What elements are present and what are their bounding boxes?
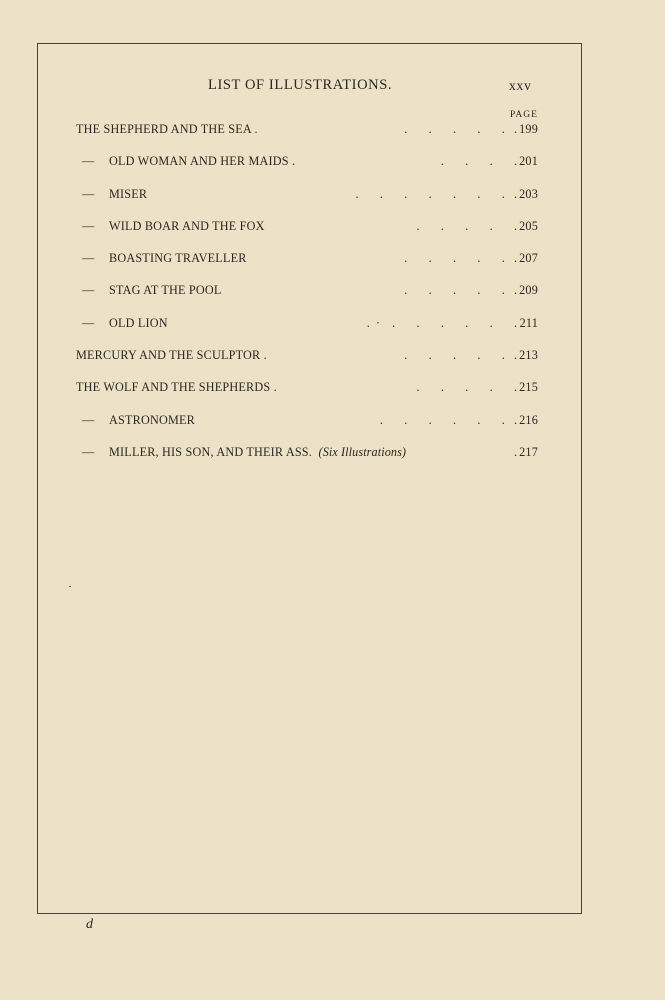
dot-leaders: . . . . . . . . bbox=[355, 186, 517, 201]
entry-title: OLD LION bbox=[109, 315, 168, 330]
list-item bbox=[76, 122, 541, 154]
list-item bbox=[76, 283, 541, 315]
entry-page: 199 bbox=[519, 122, 538, 136]
entry-page: 213 bbox=[519, 348, 538, 363]
entry-page: 201 bbox=[519, 154, 538, 169]
ditto-dash: — bbox=[82, 412, 95, 427]
print-speck bbox=[69, 586, 71, 587]
ditto-dash: — bbox=[82, 315, 95, 330]
entry-page: 203 bbox=[519, 186, 538, 201]
entry-title: MISER bbox=[109, 186, 148, 201]
list-item bbox=[76, 251, 541, 283]
list-item bbox=[76, 316, 541, 348]
ditto-dash: — bbox=[82, 444, 95, 459]
list-item bbox=[76, 219, 541, 251]
entry-title: THE SHEPHERD AND THE SEA . bbox=[76, 122, 258, 136]
entry-title: BOASTING TRAVELLER bbox=[109, 251, 247, 266]
entry-title: MERCURY AND THE SCULPTOR . bbox=[76, 348, 267, 363]
entry-title: ASTRONOMER bbox=[109, 412, 195, 427]
dot-leaders: . . . . . . bbox=[404, 122, 517, 136]
ditto-dash: — bbox=[82, 154, 95, 169]
entry-note: (Six Illustrations) bbox=[318, 444, 407, 459]
dot-leaders: . . . . . bbox=[416, 218, 517, 233]
entry-page: 205 bbox=[519, 218, 538, 233]
list-item bbox=[76, 154, 541, 186]
ditto-dash: — bbox=[82, 283, 95, 298]
entry-page: 217 bbox=[519, 444, 538, 459]
page-number: xxv bbox=[509, 78, 532, 93]
entry-title: STAG AT THE POOL bbox=[109, 283, 222, 298]
entry-title: THE WOLF AND THE SHEPHERDS . bbox=[76, 380, 277, 395]
list-item bbox=[76, 348, 541, 380]
dot-leaders: . . . . . . . bbox=[379, 412, 517, 427]
dot-leaders: . . . . bbox=[440, 154, 517, 169]
dot-leaders: . bbox=[513, 444, 517, 459]
illustration-list bbox=[76, 122, 541, 477]
ditto-dash: — bbox=[82, 218, 95, 233]
entry-title: MILLER, HIS SON, AND THEIR ASS. bbox=[109, 444, 313, 459]
entry-page: 207 bbox=[519, 251, 538, 266]
dot-leaders: . . . . . bbox=[416, 380, 517, 395]
dot-leaders: . . . . . . bbox=[404, 348, 517, 363]
entry-page: 216 bbox=[519, 412, 538, 427]
list-item bbox=[76, 380, 541, 412]
entry-page: 215 bbox=[519, 380, 538, 395]
entry-page: 209 bbox=[519, 283, 538, 298]
page-title: LIST OF ILLUSTRATIONS. bbox=[208, 77, 393, 93]
list-item bbox=[76, 187, 541, 219]
entry-title: WILD BOAR AND THE FOX bbox=[109, 218, 265, 233]
ditto-dash: — bbox=[82, 251, 95, 266]
list-item bbox=[76, 445, 541, 477]
list-item bbox=[76, 413, 541, 445]
dot-leaders: . . . . . . bbox=[404, 251, 517, 266]
dot-leaders: . · . . . . . . bbox=[366, 315, 517, 330]
ditto-dash: — bbox=[82, 186, 95, 201]
entry-title: OLD WOMAN AND HER MAIDS . bbox=[109, 154, 296, 169]
signature-mark: d bbox=[86, 917, 93, 932]
entry-page: 211 bbox=[519, 315, 538, 330]
page-column-label: PAGE bbox=[510, 110, 538, 120]
dot-leaders: . . . . . . bbox=[404, 283, 517, 298]
